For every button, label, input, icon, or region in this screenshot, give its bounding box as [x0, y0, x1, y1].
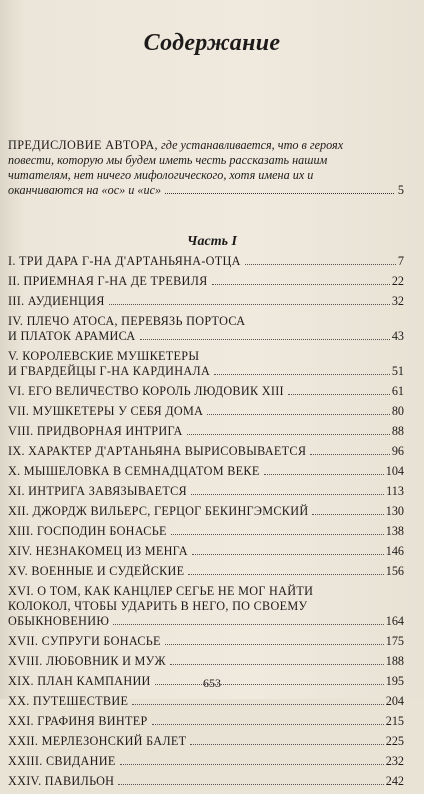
toc-entry-page: 156 — [385, 564, 404, 578]
toc-entry — [8, 774, 404, 789]
toc-entry — [8, 314, 404, 344]
toc-entry-page: 242 — [385, 774, 404, 788]
toc-entry-row — [8, 294, 404, 309]
toc-entry-page: 51 — [391, 364, 404, 378]
toc-entry-row — [8, 444, 404, 459]
toc-entry-row — [8, 774, 404, 789]
toc-entry-title: XIX. ПЛАН КАМПАНИИ — [8, 674, 151, 688]
toc-entry-page: 113 — [386, 484, 404, 498]
toc-entry-title: XXI. ГРАФИНЯ ВИНТЕР — [8, 714, 148, 728]
toc-entry — [8, 404, 404, 419]
toc-entry-title: VI. ЕГО ВЕЛИЧЕСТВО КОРОЛЬ ЛЮДОВИК XIII — [8, 384, 284, 398]
toc-entry-title: XV. ВОЕННЫЕ И СУДЕЙСКИЕ — [8, 564, 185, 578]
toc-entry — [8, 504, 404, 519]
leader-dots — [212, 284, 390, 285]
preface-entry — [8, 138, 404, 198]
leader-dots — [170, 664, 384, 665]
toc-entry-title: XII. ДЖОРДЖ ВИЛЬЕРС, ГЕРЦОГ БЕКИНГЭМСКИЙ — [8, 504, 309, 518]
preface-text-1: где устанавливается, что в героях — [157, 138, 344, 152]
leader-dots — [165, 193, 394, 194]
toc-entry-page: 164 — [385, 614, 404, 628]
toc-entry-row — [8, 524, 404, 539]
toc-entry-title: IX. ХАРАКТЕР Д'АРТАНЬЯНА ВЫРИСОВЫВАЕТСЯ — [8, 444, 307, 458]
toc-entry-row — [8, 384, 404, 399]
preface-text-4: оканчиваются на «ос» и «ис» — [8, 183, 162, 197]
toc-entry-row — [8, 754, 404, 769]
toc-entry-page: 7 — [397, 254, 404, 268]
toc-entry-page: 195 — [385, 674, 404, 688]
toc-entry-row — [8, 654, 404, 669]
leader-dots — [140, 339, 390, 340]
preface-lead: ПРЕДИСЛОВИЕ АВТОРА, — [8, 138, 158, 152]
toc-entry — [8, 564, 404, 579]
toc-entry-page: 138 — [385, 524, 404, 538]
toc-entry-title: VIII. ПРИДВОРНАЯ ИНТРИГА — [8, 424, 183, 438]
toc-entry — [8, 734, 404, 749]
toc-entry-row — [8, 274, 404, 289]
toc-entry-title: XXII. МЕРЛЕЗОНСКИЙ БАЛЕТ — [8, 734, 187, 748]
leader-dots — [312, 514, 383, 515]
toc-entry-title: XI. ИНТРИГА ЗАВЯЗЫВАЕТСЯ — [8, 484, 187, 498]
leader-dots — [120, 764, 384, 765]
toc-entry-title: VII. МУШКЕТЕРЫ У СЕБЯ ДОМА — [8, 404, 204, 418]
toc-entry-title: X. МЫШЕЛОВКА В СЕМНАДЦАТОМ ВЕКЕ — [8, 464, 260, 478]
preface-text-3: читателям, нет ничего мифологического, хотя имена их и — [8, 168, 314, 182]
toc-entry-line: КОЛОКОЛ, ЧТОБЫ УДАРИТЬ В НЕГО, ПО СВОЕМУ — [8, 599, 308, 613]
toc-entry — [8, 524, 404, 539]
toc-entry — [8, 444, 404, 459]
leader-dots — [118, 784, 383, 785]
toc-entry-page: 61 — [391, 384, 404, 398]
toc-entry-title: XIV. НЕЗНАКОМЕЦ ИЗ МЕНГА — [8, 544, 188, 558]
toc-entry-page: 96 — [391, 444, 404, 458]
toc-entry-page: 215 — [385, 714, 404, 728]
leader-dots — [187, 434, 390, 435]
toc-entry — [8, 274, 404, 289]
toc-entry-title: XVII. СУПРУГИ БОНАСЬЕ — [8, 634, 161, 648]
toc-entry-row — [8, 614, 404, 629]
toc-entry-page: 43 — [391, 329, 404, 343]
leader-dots — [188, 574, 383, 575]
leader-dots — [245, 264, 396, 265]
page-title: Содержание — [143, 30, 281, 56]
leader-dots — [109, 304, 390, 305]
toc-entry-title: И ГВАРДЕЙЦЫ Г-НА КАРДИНАЛА — [8, 364, 211, 378]
toc-entry-page: 130 — [385, 504, 404, 518]
leader-dots — [165, 644, 384, 645]
toc-entry — [8, 634, 404, 649]
toc-entry — [8, 349, 404, 379]
toc-entry-row — [8, 634, 404, 649]
toc-entry — [8, 694, 404, 709]
toc-entry — [8, 424, 404, 439]
toc-entry-page: 225 — [385, 734, 404, 748]
toc-entry-line: IV. ПЛЕЧО АТОСА, ПЕРЕВЯЗЬ ПОРТОСА — [8, 314, 246, 328]
toc-entry-line: V. КОРОЛЕВСКИЕ МУШКЕТЕРЫ — [8, 349, 200, 363]
toc-entry-title: XIII. ГОСПОДИН БОНАСЬЕ — [8, 524, 167, 538]
toc-entry — [8, 654, 404, 669]
leader-dots — [191, 494, 384, 495]
leader-dots — [264, 474, 384, 475]
leader-dots — [192, 554, 384, 555]
toc-entry-page: 88 — [391, 424, 404, 438]
toc-entry — [8, 584, 404, 629]
leader-dots — [171, 534, 384, 535]
preface-page: 5 — [397, 183, 404, 197]
page-number: 653 — [203, 676, 221, 690]
leader-dots — [132, 704, 384, 705]
toc-entry-page: 32 — [391, 294, 404, 308]
toc-entry-row — [8, 424, 404, 439]
toc-entry-line: XVI. О ТОМ, КАК КАНЦЛЕР СЕГЬЕ НЕ МОГ НАЙТИ — [8, 584, 314, 598]
toc-entry-title: I. ТРИ ДАРА Г-НА Д'АРТАНЬЯНА-ОТЦА — [8, 254, 241, 268]
toc-entry-page: 175 — [385, 634, 404, 648]
toc-entry-title: XVIII. ЛЮБОВНИК И МУЖ — [8, 654, 166, 668]
leader-dots — [310, 454, 390, 455]
toc-entry-page: 188 — [385, 654, 404, 668]
toc-entry-title: XXIII. СВИДАНИЕ — [8, 754, 116, 768]
toc-entry — [8, 754, 404, 769]
table-of-contents — [8, 254, 404, 794]
toc-entry — [8, 544, 404, 559]
toc-entry-row — [8, 329, 404, 344]
toc-entry-row — [8, 484, 404, 499]
leader-dots — [113, 624, 384, 625]
toc-entry-title: ОБЫКНОВЕНИЮ — [8, 614, 110, 628]
toc-entry-page: 204 — [385, 694, 404, 708]
leader-dots — [214, 374, 390, 375]
toc-entry-row — [8, 504, 404, 519]
preface-line-1 — [8, 138, 404, 153]
leader-dots — [190, 744, 383, 745]
toc-entry-page: 22 — [391, 274, 404, 288]
toc-entry-row — [8, 544, 404, 559]
toc-entry-title: III. АУДИЕНЦИЯ — [8, 294, 105, 308]
toc-entry-row — [8, 464, 404, 479]
toc-entry-row — [8, 694, 404, 709]
toc-entry-title: II. ПРИЕМНАЯ Г-НА ДЕ ТРЕВИЛЯ — [8, 274, 208, 288]
toc-entry-title: XXIV. ПАВИЛЬОН — [8, 774, 115, 788]
toc-entry-row — [8, 734, 404, 749]
toc-entry-page: 232 — [385, 754, 404, 768]
toc-entry-row — [8, 404, 404, 419]
part-heading: Часть I — [187, 234, 237, 249]
toc-entry — [8, 484, 404, 499]
toc-entry-title: XX. ПУТЕШЕСТВИЕ — [8, 694, 129, 708]
toc-entry — [8, 714, 404, 729]
preface-text-2: повести, которую мы будем иметь честь рассказать нашим — [8, 153, 328, 167]
toc-entry-row — [8, 364, 404, 379]
toc-entry-title: И ПЛАТОК АРАМИСА — [8, 329, 136, 343]
toc-entry — [8, 294, 404, 309]
toc-entry — [8, 254, 404, 269]
leader-dots — [207, 414, 390, 415]
toc-entry-row — [8, 564, 404, 579]
toc-entry — [8, 384, 404, 399]
leader-dots — [152, 724, 384, 725]
toc-entry-page: 146 — [385, 544, 404, 558]
toc-entry-row — [8, 254, 404, 269]
toc-entry-page: 80 — [391, 404, 404, 418]
preface-line-4 — [8, 183, 404, 198]
toc-entry-row — [8, 714, 404, 729]
toc-entry — [8, 464, 404, 479]
toc-entry-page: 104 — [385, 464, 404, 478]
leader-dots — [288, 394, 390, 395]
